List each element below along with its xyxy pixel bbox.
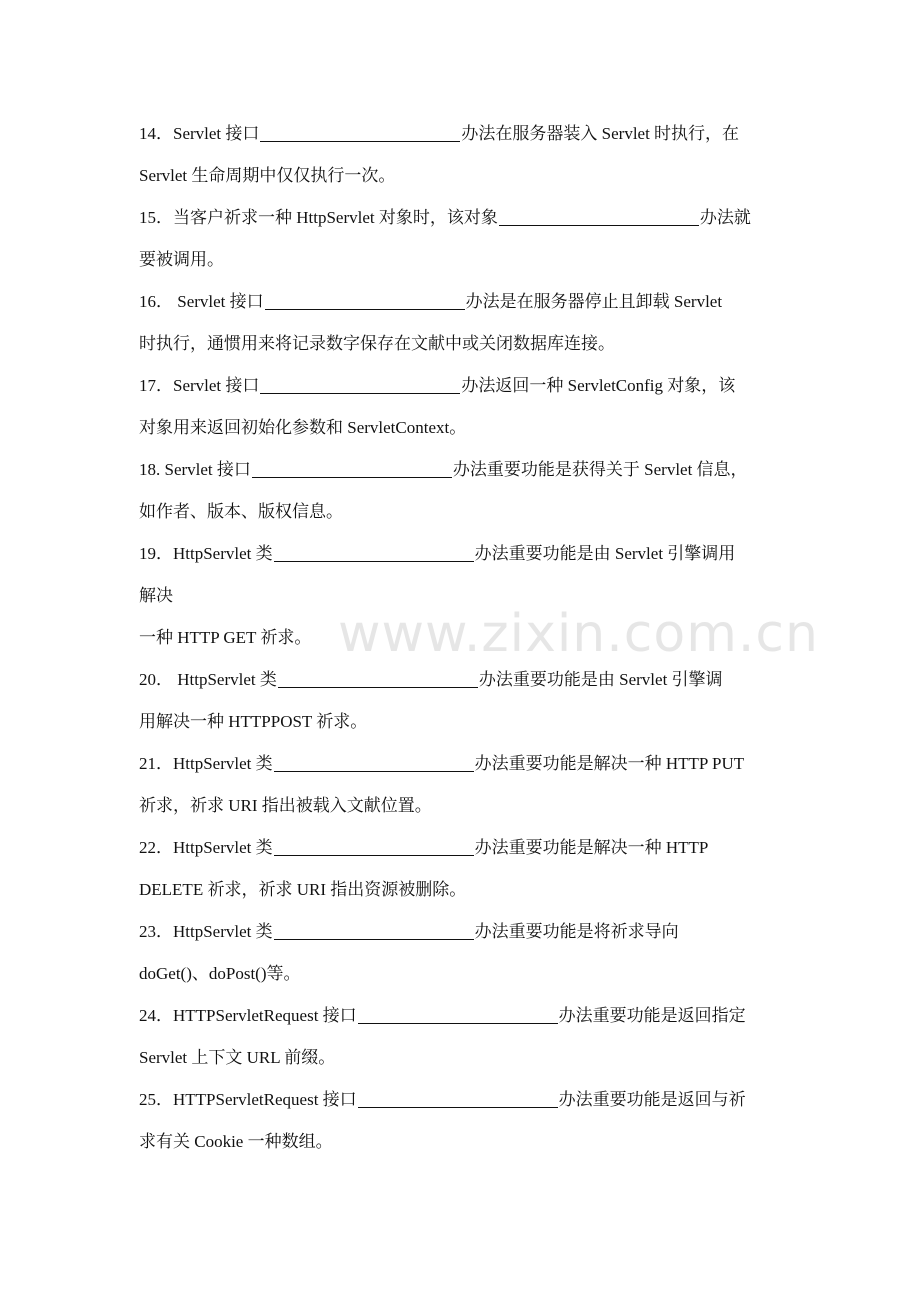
question-22-suffix: 办法重要功能是解决一种 HTTP xyxy=(474,838,709,857)
question-19-line-3: 一种 HTTP GET 祈求。 xyxy=(139,628,312,647)
question-21-suffix: 办法重要功能是解决一种 HTTP PUT xyxy=(474,754,745,773)
question-25-suffix: 办法重要功能是返回与祈 xyxy=(558,1090,746,1109)
question-17-blank[interactable] xyxy=(260,375,460,394)
question-23-line-2: doGet()、doPost()等。 xyxy=(139,964,301,983)
question-16-line-2: 时执行，通惯用来将记录数字保存在文献中或关闭数据库连接。 xyxy=(139,334,615,353)
question-15-prefix: 15．当客户祈求一种 HttpServlet 对象时，该对象 xyxy=(139,208,498,227)
question-18-blank[interactable] xyxy=(252,459,452,478)
question-22-prefix: 22．HttpServlet 类 xyxy=(139,838,273,857)
question-22-blank[interactable] xyxy=(274,837,474,856)
question-23-prefix: 23．HttpServlet 类 xyxy=(139,922,273,941)
question-20-line-1 xyxy=(139,669,799,691)
question-25-line-1 xyxy=(139,1089,799,1111)
question-16-suffix: 办法是在服务器停止且卸载 Servlet xyxy=(465,292,723,311)
question-18-line-2: 如作者、版本、版权信息。 xyxy=(139,502,343,521)
question-15-suffix: 办法就 xyxy=(699,208,751,227)
question-18-suffix: 办法重要功能是获得关于 Servlet 信息， xyxy=(452,460,748,479)
question-22-line-2: DELETE 祈求，祈求 URI 指出资源被删除。 xyxy=(139,880,467,899)
question-20-suffix: 办法重要功能是由 Servlet 引擎调 xyxy=(478,670,723,689)
question-19-line-2: 解决 xyxy=(139,586,173,605)
question-17-line-2: 对象用来返回初始化参数和 ServletContext。 xyxy=(139,418,467,437)
question-17-line-1 xyxy=(139,375,799,397)
question-14-suffix: 办法在服务器装入 Servlet 时执行，在 xyxy=(461,124,740,143)
question-23-line-1 xyxy=(139,921,799,943)
question-24-blank[interactable] xyxy=(358,1005,558,1024)
watermark: www.zixin.com.cn xyxy=(338,604,819,664)
question-19-prefix: 19．HttpServlet 类 xyxy=(139,544,273,563)
question-14-prefix: 14．Servlet 接口 xyxy=(139,124,260,143)
question-15-line-1 xyxy=(139,207,799,229)
question-25-prefix: 25．HTTPServletRequest 接口 xyxy=(139,1090,357,1109)
question-19-suffix: 办法重要功能是由 Servlet 引擎调用 xyxy=(474,544,736,563)
question-14-line-1 xyxy=(139,123,799,145)
question-14-blank[interactable] xyxy=(260,123,460,142)
question-24-suffix: 办法重要功能是返回指定 xyxy=(558,1006,746,1025)
question-19-blank[interactable] xyxy=(274,543,474,562)
question-18-line-1 xyxy=(139,459,799,481)
question-17-prefix: 17．Servlet 接口 xyxy=(139,376,260,395)
question-24-prefix: 24．HTTPServletRequest 接口 xyxy=(139,1006,357,1025)
question-25-blank[interactable] xyxy=(358,1089,558,1108)
question-24-line-1 xyxy=(139,1005,799,1027)
question-18-prefix: 18. Servlet 接口 xyxy=(139,460,251,479)
question-20-line-2: 用解决一种 HTTPPOST 祈求。 xyxy=(139,712,368,731)
question-25-line-2: 求有关 Cookie 一种数组。 xyxy=(139,1132,333,1151)
question-14-line-2: Servlet 生命周期中仅仅执行一次。 xyxy=(139,166,396,185)
question-16-line-1 xyxy=(139,291,799,313)
question-15-line-2: 要被调用。 xyxy=(139,250,224,269)
question-21-line-2: 祈求，祈求 URI 指出被载入文献位置。 xyxy=(139,796,432,815)
question-20-blank[interactable] xyxy=(278,669,478,688)
question-24-line-2: Servlet 上下文 URL 前缀。 xyxy=(139,1048,336,1067)
question-15-blank[interactable] xyxy=(499,207,699,226)
question-16-blank[interactable] xyxy=(265,291,465,310)
question-23-suffix: 办法重要功能是将祈求导向 xyxy=(474,922,679,941)
question-21-blank[interactable] xyxy=(274,753,474,772)
question-21-line-1 xyxy=(139,753,799,775)
question-22-line-1 xyxy=(139,837,799,859)
question-20-prefix: 20． HttpServlet 类 xyxy=(139,670,277,689)
question-21-prefix: 21．HttpServlet 类 xyxy=(139,754,273,773)
question-17-suffix: 办法返回一种 ServletConfig 对象，该 xyxy=(461,376,736,395)
question-23-blank[interactable] xyxy=(274,921,474,940)
question-16-prefix: 16． Servlet 接口 xyxy=(139,292,264,311)
question-19-line-1 xyxy=(139,543,799,565)
